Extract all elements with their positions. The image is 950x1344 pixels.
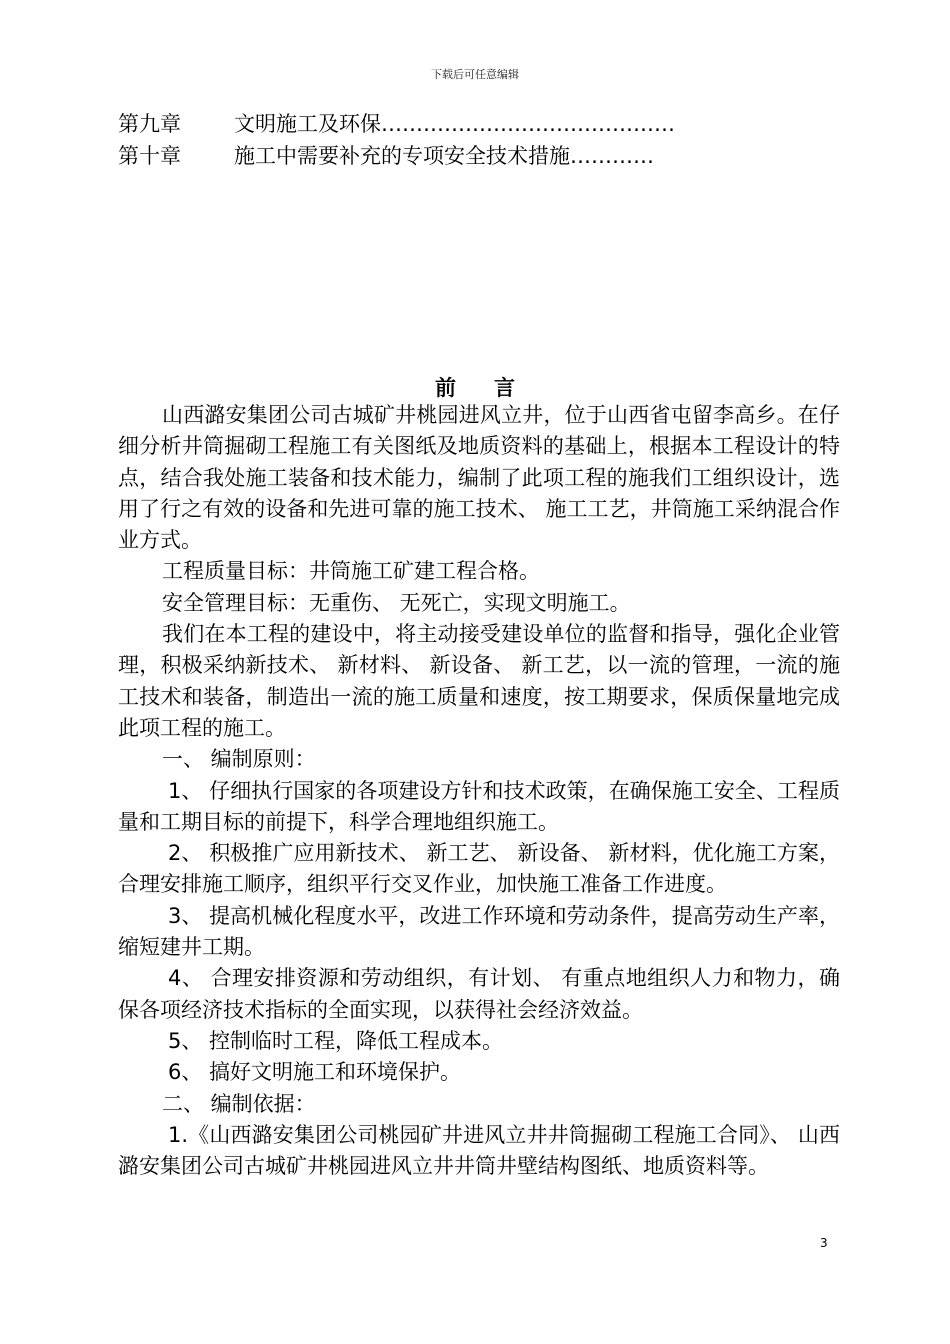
preface-body: [118, 400, 840, 1182]
toc-chapter-title: 文明施工及环保: [234, 112, 381, 136]
toc-entry-ch9: [118, 108, 838, 140]
principle-item-5: 5、 控制临时工程，降低工程成本。: [168, 1028, 504, 1053]
principle-item-3: 3、 提高机械化程度水平，改进工作环境和劳动条件，提高劳动生产率，缩短建井工期。: [118, 903, 840, 960]
principle-item-1: 1、 仔细执行国家的各项建设方针和技术政策，在确保施工安全、工程质量和工期目标的前提下，科学合理地组织施工。: [118, 778, 840, 834]
toc-leader-dots: …………: [570, 144, 654, 168]
principle-item-2: 2、 积极推广应用新技术、 新工艺、 新设备、 新材料，优化施工方案，合理安排施工顺序，组织平行交叉作业，加快施工准备工作进度。: [118, 841, 840, 897]
toc-chapter-title: 施工中需要补充的专项安全技术措施: [234, 144, 570, 168]
principle-item-6: 6、 搞好文明施工和环境保护。: [168, 1060, 462, 1085]
paragraph-commitment: 我们在本工程的建设中，将主动接受建设单位的监督和指导，强化企业管理，积极采纳新技术、 新材料、 新设备、 新工艺，以一流的管理，一流的施工技术和装备，制造出一流的施工质量和速度，按工期要求，保质保量地完成此项工程的施工。: [118, 622, 840, 740]
toc-entry-ch10: [118, 140, 838, 172]
paragraph-intro: 山西潞安集团公司古城矿井桃园进风立井，位于山西省屯留李高乡。在仔细分析井筒掘砌工程施工有关图纸及地质资料的基础上，根据本工程设计的特点，结合我处施工装备和技术能力，编制了此项工程的施我们工组织设计，选用了行之有效的设备和先进可靠的施工技术、 施工工艺，井筒施工采纳混合作业方式。: [118, 403, 840, 553]
page-number: 3: [820, 1236, 828, 1250]
principle-item-4: 4、 合理安排资源和劳动组织，有计划、 有重点地组织人力和物力，确保各项经济技术指标的全面实现，以获得社会经济效益。: [118, 966, 840, 1022]
basis-item-1: 1.《山西潞安集团公司桃园矿井进风立井井筒掘砌工程施工合同》、 山西潞安集团公司古城矿井桃园进风立井井筒井壁结构图纸、地质资料等。: [118, 1122, 840, 1179]
page-header-note: 下载后可任意编辑: [431, 68, 519, 81]
paragraph-quality-goal: 工程质量目标：井筒施工矿建工程合格。: [162, 559, 540, 584]
heading-basis: 二、 编制依据：: [162, 1091, 316, 1116]
toc-chapter-number: 第九章: [118, 112, 181, 136]
heading-principles: 一、 编制原则：: [162, 747, 316, 772]
toc-chapter-number: 第十章: [118, 144, 181, 168]
table-of-contents: [118, 108, 838, 172]
paragraph-safety-goal: 安全管理目标：无重伤、 无死亡，实现文明施工。: [162, 590, 631, 615]
section-title-preface: 前言: [435, 376, 553, 400]
toc-leader-dots: ……………………………………: [381, 112, 675, 136]
